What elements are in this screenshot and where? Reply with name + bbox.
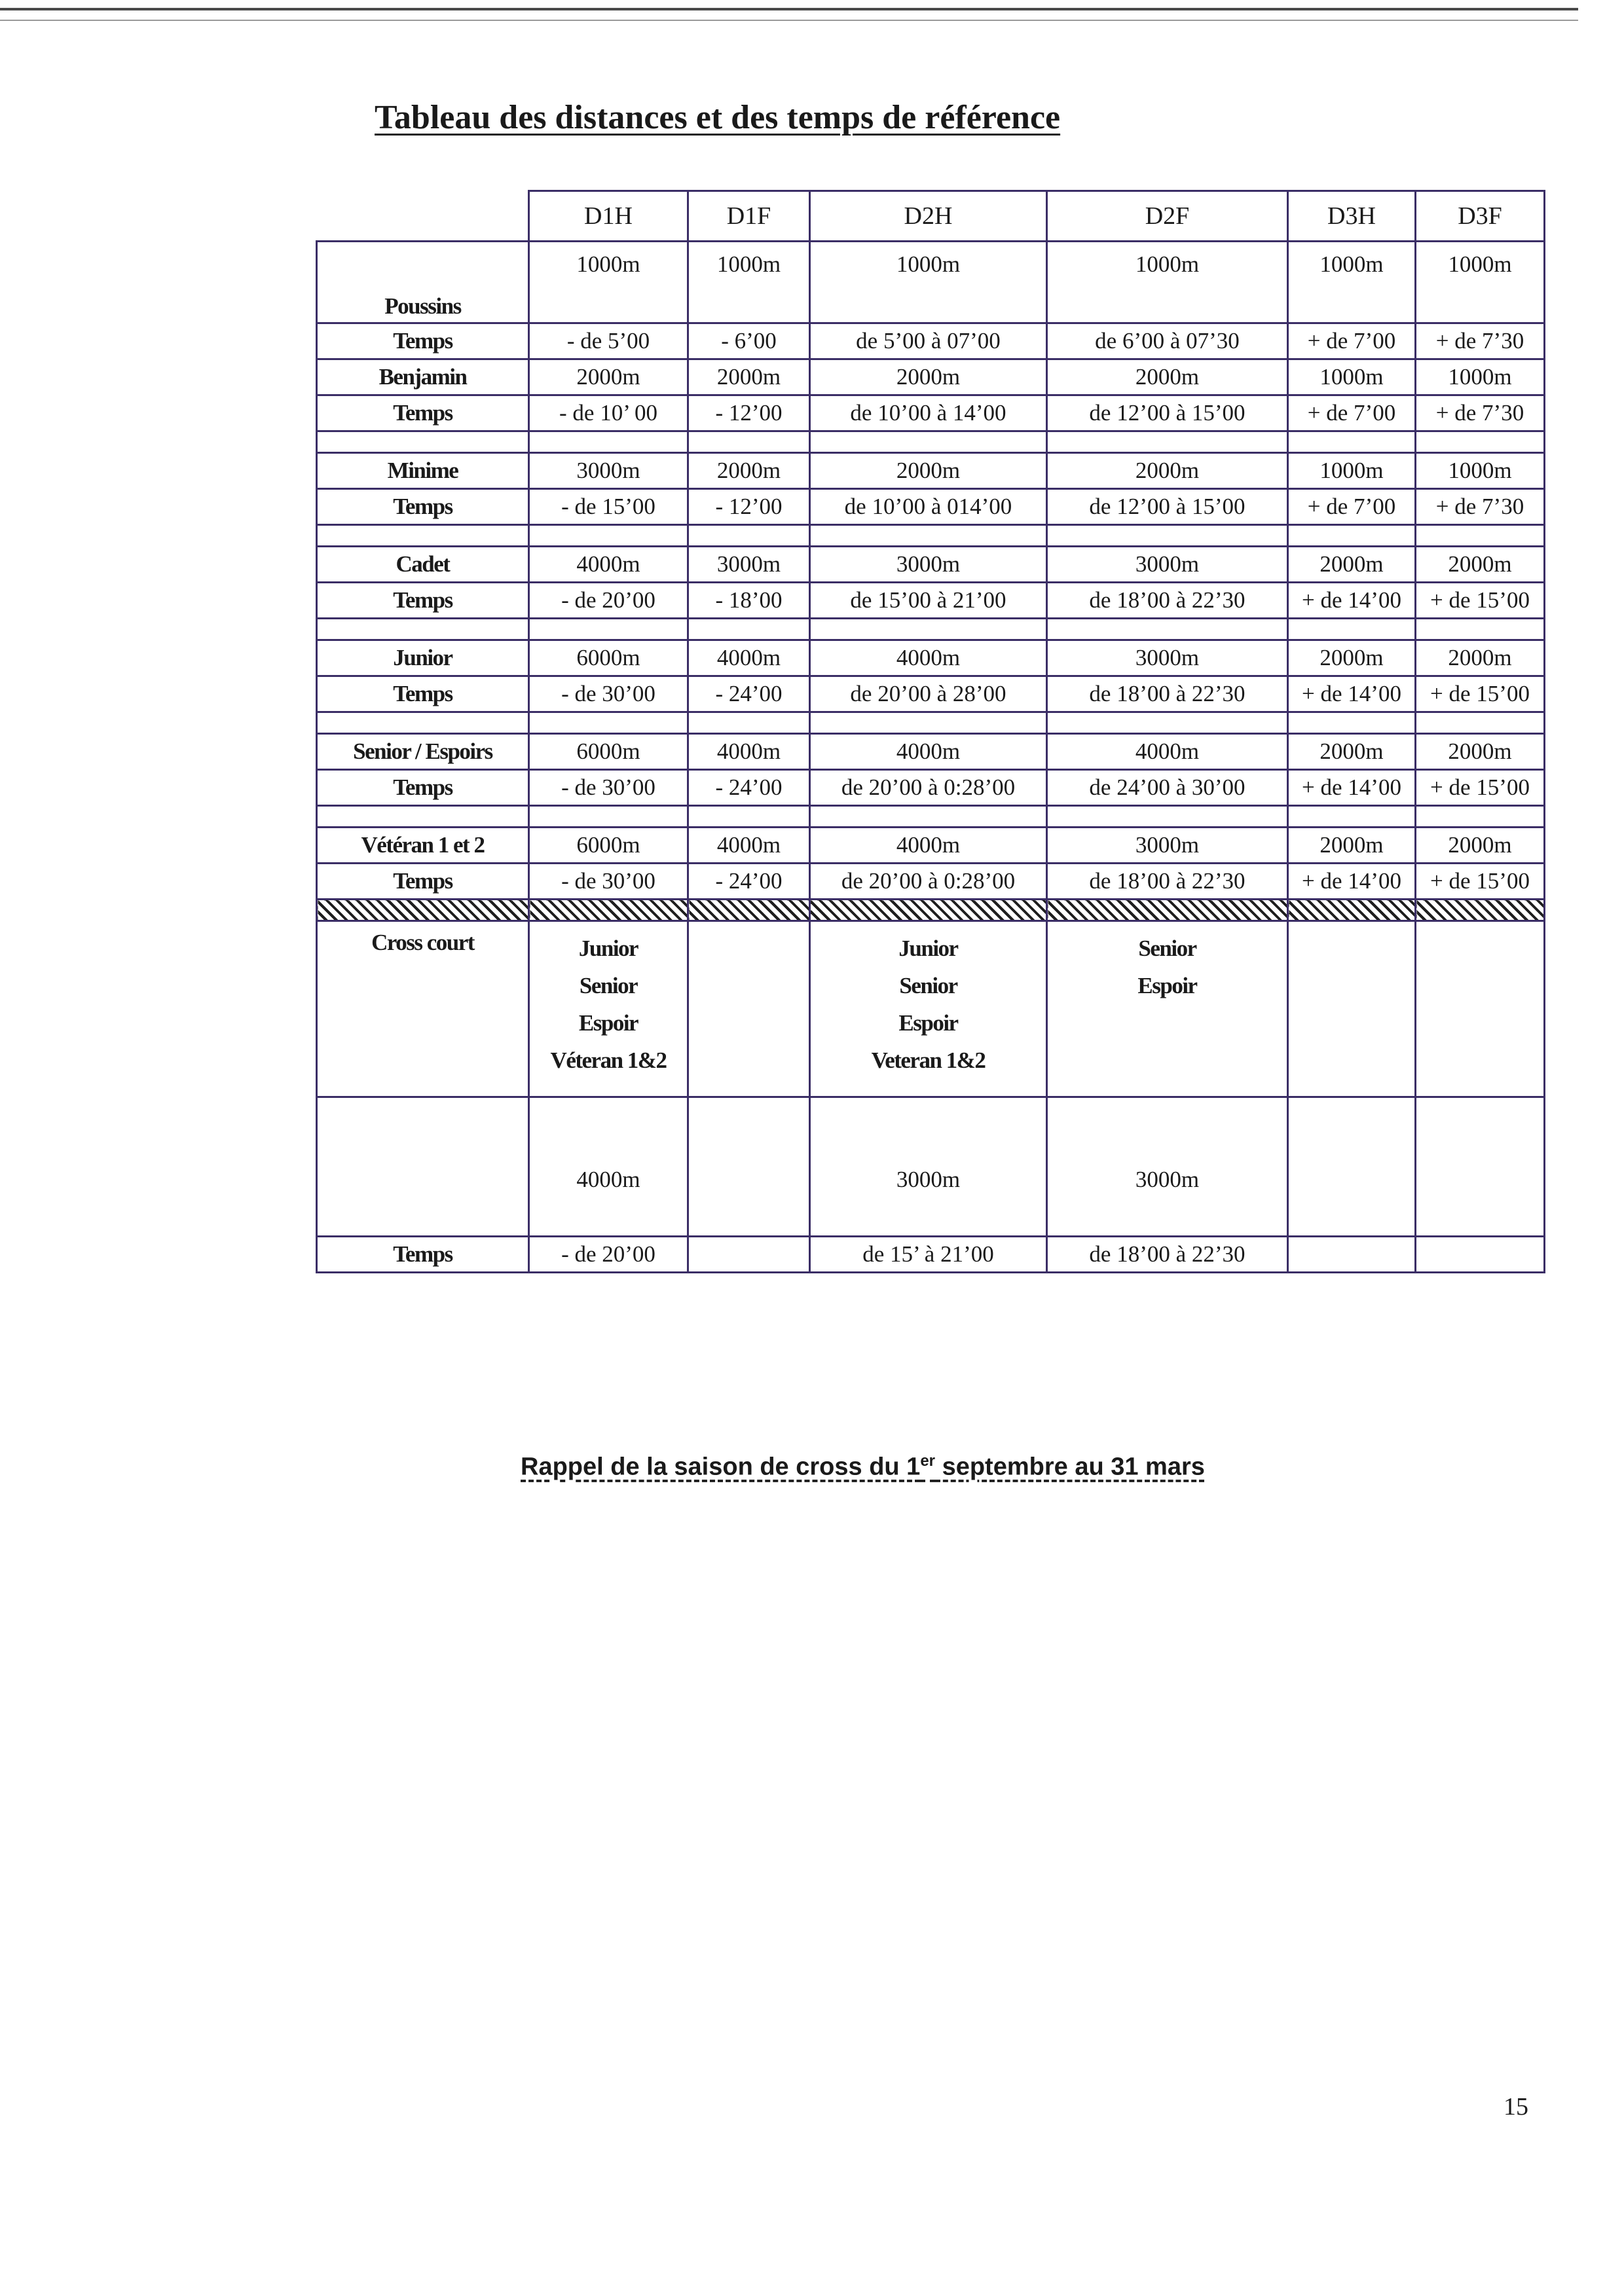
top-rule-secondary — [0, 20, 1578, 21]
category-item: Junior — [898, 936, 958, 961]
table-cell: de 20’00 à 28’00 — [810, 676, 1047, 712]
table-row-cadet — [317, 547, 1545, 583]
row-label: Temps — [317, 676, 529, 712]
table-cell: 6000m — [529, 640, 688, 676]
row-label: Temps — [317, 864, 529, 900]
row-label: Junior — [317, 640, 529, 676]
table-cell: 4000m — [688, 828, 810, 864]
table-cell: 2000m — [1416, 640, 1545, 676]
table-cell: + de 7’30 — [1416, 489, 1545, 525]
table-cell: 6000m — [529, 828, 688, 864]
table-cell: + de 14’00 — [1288, 864, 1416, 900]
table-row-cross-court-temps — [317, 1237, 1545, 1273]
table-cell: 1000m — [1288, 359, 1416, 395]
row-label: Cross court — [317, 921, 529, 1097]
table-cell: 1000m — [1416, 359, 1545, 395]
table-cell: 2000m — [1416, 734, 1545, 770]
season-note-text: Rappel de la saison de cross du 1 — [521, 1453, 921, 1481]
table-cell: - 24’00 — [688, 676, 810, 712]
table-cell: 3000m — [529, 453, 688, 489]
table-cell — [1288, 1237, 1416, 1273]
table-row-cross-court — [317, 921, 1545, 1097]
table-row-cadet-temps — [317, 583, 1545, 619]
table-cell: + de 15’00 — [1416, 676, 1545, 712]
table-cell — [1416, 921, 1545, 1097]
document-title: Tableau des distances et des temps de référence — [375, 99, 1061, 136]
table-row-junior-temps — [317, 676, 1545, 712]
table-cell: - de 15’00 — [529, 489, 688, 525]
column-header: D3H — [1288, 191, 1416, 242]
table-cell: de 12’00 à 15’00 — [1047, 489, 1288, 525]
table-cell: + de 7’30 — [1416, 323, 1545, 359]
top-rule — [0, 8, 1578, 10]
row-label: Temps — [317, 323, 529, 359]
row-label: Poussins — [317, 242, 529, 323]
table-cell: de 18’00 à 22’30 — [1047, 1237, 1288, 1273]
ordinal-suffix: er — [920, 1452, 936, 1470]
table-cell: - de 20’00 — [529, 583, 688, 619]
table-cell: + de 15’00 — [1416, 770, 1545, 806]
table-cell: 1000m — [1288, 242, 1416, 323]
table-cell: - de 10’ 00 — [529, 395, 688, 431]
category-item: Senior — [579, 973, 638, 998]
table-cell: 2000m — [1288, 734, 1416, 770]
table-cell: 4000m — [529, 547, 688, 583]
table-cell: - 24’00 — [688, 864, 810, 900]
table-cell: 2000m — [688, 359, 810, 395]
table-cell: 4000m — [529, 1097, 688, 1237]
table-cell: de 12’00 à 15’00 — [1047, 395, 1288, 431]
table-cell: 2000m — [1416, 828, 1545, 864]
row-label: Vétéran 1 et 2 — [317, 828, 529, 864]
table-cell: 4000m — [1047, 734, 1288, 770]
category-item: Espoir — [1137, 973, 1197, 998]
table-cell: + de 7’00 — [1288, 323, 1416, 359]
table-row-benjamin-temps — [317, 395, 1545, 431]
table-cell: 3000m — [810, 1097, 1047, 1237]
category-item: Senior — [1138, 936, 1196, 961]
table-cell: 2000m — [1047, 453, 1288, 489]
table-cell: de 5’00 à 07’00 — [810, 323, 1047, 359]
category-item: Véteran 1&2 — [550, 1048, 667, 1073]
table-cell: 2000m — [1047, 359, 1288, 395]
table-cell: de 20’00 à 0:28’00 — [810, 864, 1047, 900]
table-cell: - 6’00 — [688, 323, 810, 359]
table-cell: 4000m — [688, 640, 810, 676]
table-cell: 3000m — [688, 547, 810, 583]
table-row-cross-court-distances — [317, 1097, 1545, 1237]
table-cell: 2000m — [1288, 547, 1416, 583]
row-label: Temps — [317, 1237, 529, 1273]
table-cell — [1288, 1097, 1416, 1237]
table-cell — [317, 1097, 529, 1237]
category-item: Espoir — [898, 1010, 958, 1036]
header-corner — [317, 191, 529, 242]
row-label: Temps — [317, 770, 529, 806]
table-cell — [688, 1097, 810, 1237]
category-item: Senior — [899, 973, 957, 998]
table-cell: 1000m — [1047, 242, 1288, 323]
table-row-senior-temps — [317, 770, 1545, 806]
season-note-text-end: septembre au 31 mars — [935, 1453, 1205, 1481]
table-cell: de 24’00 à 30’00 — [1047, 770, 1288, 806]
table-cell: de 18’00 à 22’30 — [1047, 676, 1288, 712]
table-cell: 3000m — [1047, 547, 1288, 583]
table-cell: - 24’00 — [688, 770, 810, 806]
season-reminder — [521, 1452, 1205, 1482]
column-header: D1F — [688, 191, 810, 242]
table-cell: 2000m — [810, 359, 1047, 395]
table-cell: 1000m — [810, 242, 1047, 323]
table-cell: + de 14’00 — [1288, 583, 1416, 619]
table-cell: de 10’00 à 014’00 — [810, 489, 1047, 525]
table-cell: + de 15’00 — [1416, 583, 1545, 619]
column-header: D1H — [529, 191, 688, 242]
row-label: Minime — [317, 453, 529, 489]
table-row-senior-espoirs — [317, 734, 1545, 770]
spacer-row — [317, 619, 1545, 640]
reference-table — [316, 190, 1545, 1273]
cross-court-d2f-categories — [1047, 921, 1288, 1097]
table-row-poussins — [317, 242, 1545, 323]
table-cell: 1000m — [1416, 242, 1545, 323]
table-cell: - de 30’00 — [529, 864, 688, 900]
row-label: Temps — [317, 395, 529, 431]
table-cell: 4000m — [810, 640, 1047, 676]
column-header: D3F — [1416, 191, 1545, 242]
table-cell: 3000m — [1047, 640, 1288, 676]
table-cell: + de 14’00 — [1288, 676, 1416, 712]
page-number: 15 — [1504, 2093, 1528, 2121]
table-cell: 6000m — [529, 734, 688, 770]
table-cell: + de 15’00 — [1416, 864, 1545, 900]
table-cell: - de 30’00 — [529, 676, 688, 712]
table-cell: + de 7’00 — [1288, 395, 1416, 431]
table-cell: 1000m — [688, 242, 810, 323]
cross-court-d1h-categories — [529, 921, 688, 1097]
table-cell: - 12’00 — [688, 395, 810, 431]
row-label: Temps — [317, 583, 529, 619]
table-cell: 1000m — [529, 242, 688, 323]
row-label: Benjamin — [317, 359, 529, 395]
table-cell: 2000m — [1416, 547, 1545, 583]
spacer-row — [317, 806, 1545, 828]
table-cell — [1416, 1097, 1545, 1237]
table-cell: - de 5’00 — [529, 323, 688, 359]
table-cell: 4000m — [810, 734, 1047, 770]
table-cell: 3000m — [1047, 1097, 1288, 1237]
cross-court-d2h-categories — [810, 921, 1047, 1097]
spacer-row — [317, 525, 1545, 547]
table-cell — [688, 921, 810, 1097]
table-cell: - de 20’00 — [529, 1237, 688, 1273]
table-row-veteran — [317, 828, 1545, 864]
table-cell: 3000m — [1047, 828, 1288, 864]
table-row-poussins-temps — [317, 323, 1545, 359]
hatched-separator-row — [317, 900, 1545, 921]
table-cell: + de 7’00 — [1288, 489, 1416, 525]
table-cell: de 15’00 à 21’00 — [810, 583, 1047, 619]
category-item: Junior — [578, 936, 638, 961]
table-cell: 2000m — [1288, 828, 1416, 864]
spacer-row — [317, 431, 1545, 453]
table-cell — [1416, 1237, 1545, 1273]
table-cell: 1000m — [1416, 453, 1545, 489]
table-cell: - 12’00 — [688, 489, 810, 525]
category-item: Espoir — [578, 1010, 638, 1036]
table-row-minime-temps — [317, 489, 1545, 525]
table-cell: de 18’00 à 22’30 — [1047, 864, 1288, 900]
table-cell: de 18’00 à 22’30 — [1047, 583, 1288, 619]
table-cell: 1000m — [1288, 453, 1416, 489]
table-cell: de 20’00 à 0:28’00 — [810, 770, 1047, 806]
spacer-row — [317, 712, 1545, 734]
column-header: D2F — [1047, 191, 1288, 242]
table-cell: + de 7’30 — [1416, 395, 1545, 431]
table-cell: - de 30’00 — [529, 770, 688, 806]
table-row-veteran-temps — [317, 864, 1545, 900]
table-cell: de 10’00 à 14’00 — [810, 395, 1047, 431]
row-label: Senior / Espoirs — [317, 734, 529, 770]
table-cell: 2000m — [1288, 640, 1416, 676]
table-row-junior — [317, 640, 1545, 676]
table-cell: 2000m — [688, 453, 810, 489]
table-cell: 4000m — [688, 734, 810, 770]
header-row — [317, 191, 1545, 242]
table-cell: 2000m — [529, 359, 688, 395]
row-label: Temps — [317, 489, 529, 525]
table-cell: 2000m — [810, 453, 1047, 489]
table-cell: + de 14’00 — [1288, 770, 1416, 806]
table-cell: 3000m — [810, 547, 1047, 583]
table-row-benjamin — [317, 359, 1545, 395]
row-label: Cadet — [317, 547, 529, 583]
table-cell — [1288, 921, 1416, 1097]
table-row-minime — [317, 453, 1545, 489]
column-header: D2H — [810, 191, 1047, 242]
table-cell: - 18’00 — [688, 583, 810, 619]
table-cell: de 15’ à 21’00 — [810, 1237, 1047, 1273]
table-cell: de 6’00 à 07’30 — [1047, 323, 1288, 359]
table-cell — [688, 1237, 810, 1273]
table-cell: 4000m — [810, 828, 1047, 864]
category-item: Veteran 1&2 — [871, 1048, 986, 1073]
